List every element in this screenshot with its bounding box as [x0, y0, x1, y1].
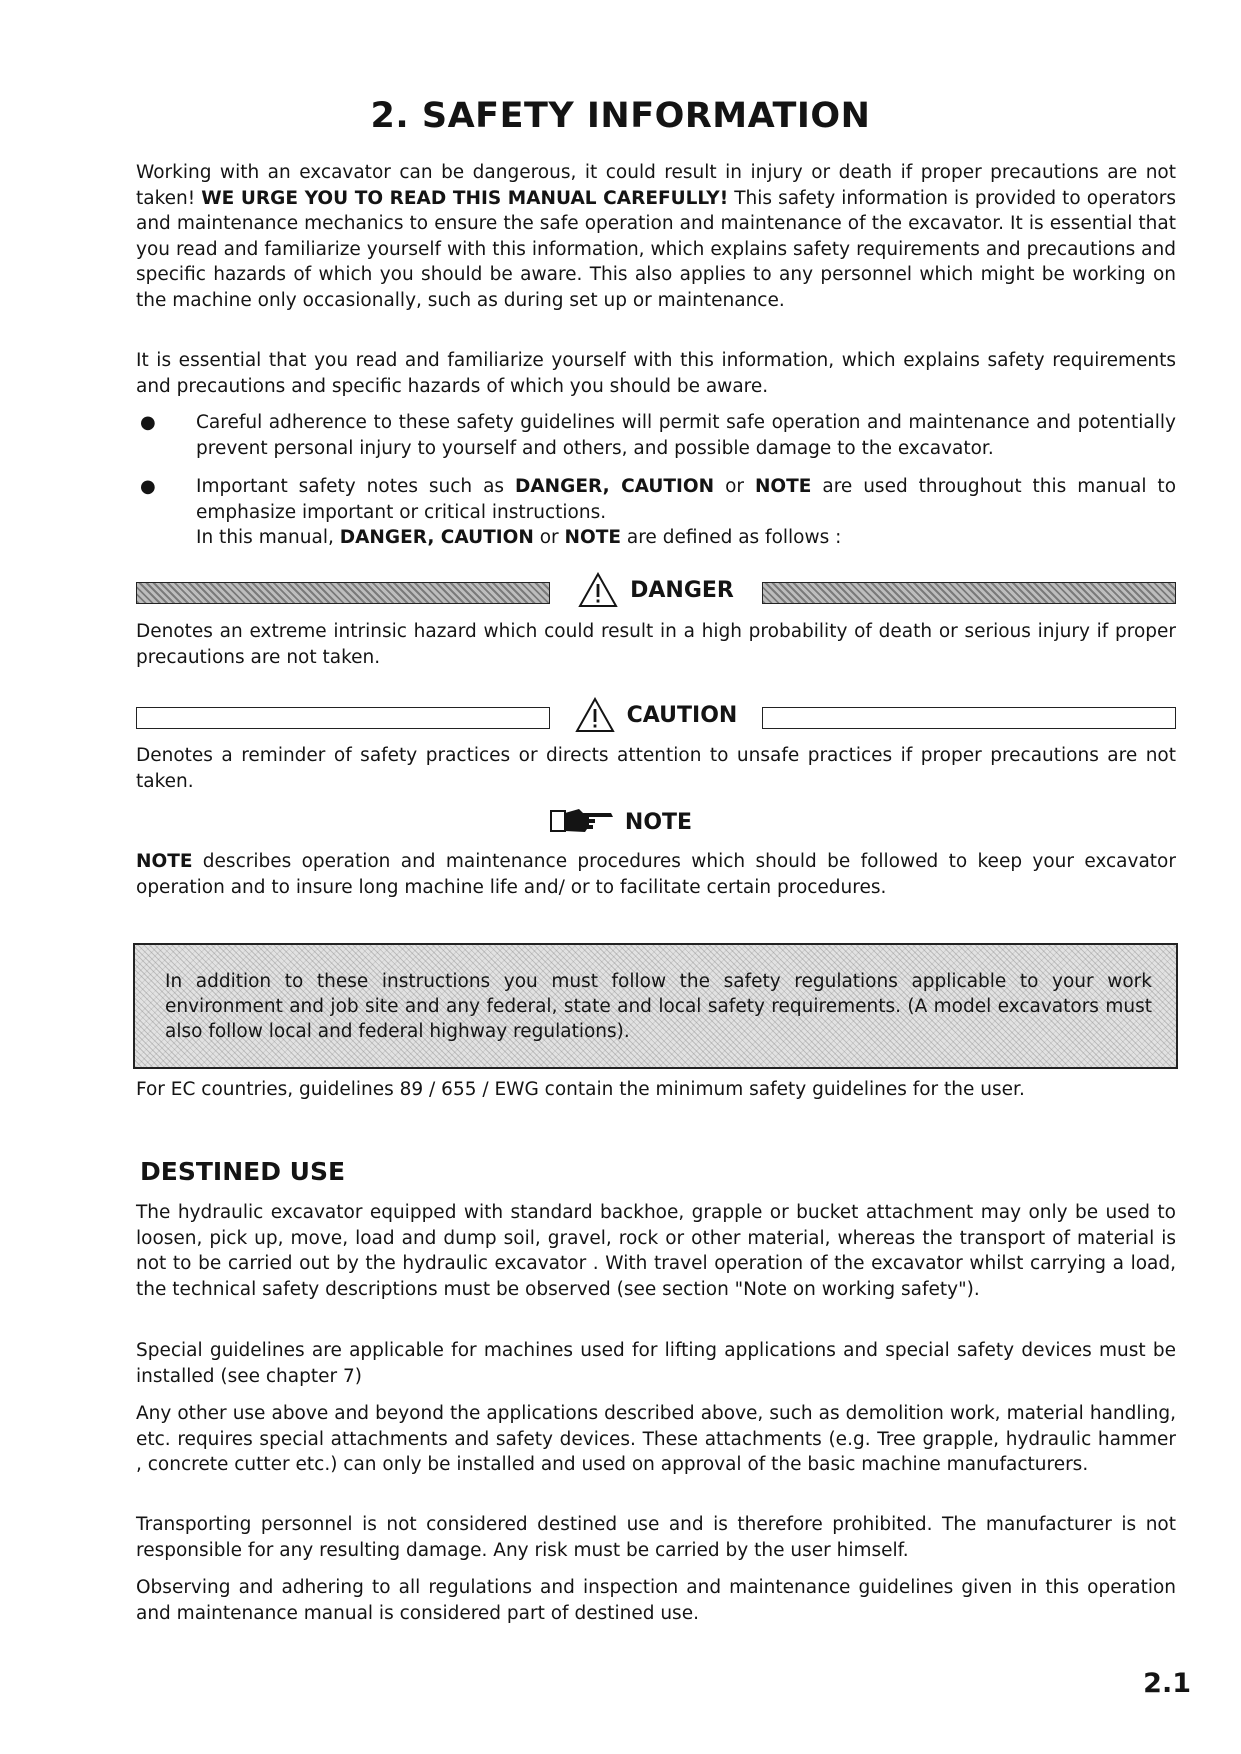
- danger-signal: [564, 572, 748, 608]
- bullet-text-part: are used throughout this manual to emphasize important or critical instructions.: [196, 476, 1177, 523]
- intro-emphasis: WE URGE YOU TO READ THIS MANUAL CAREFULLY!: [201, 187, 729, 209]
- intro-paragraph-2: It is essential that you read and familiarize yourself with this information, which explains safety requirements and precautions and specific hazards of which you should be aware.: [136, 350, 1176, 397]
- bullet-item: [136, 410, 1176, 461]
- bullet-text-part: Important safety notes such as: [196, 476, 515, 497]
- intro-paragraph: [136, 160, 1176, 313]
- destined-use-paragraph: Transporting personnel is not considered destined use and is therefore prohibited. The manufacturer is not responsible for any resulting damage. Any risk must be carried by the user himself.: [136, 1514, 1176, 1561]
- bullet-bold-part: DANGER, CAUTION: [515, 476, 715, 497]
- warning-triangle-icon: [578, 572, 618, 608]
- caution-bar-right: [762, 707, 1176, 729]
- page-title: 2. SAFETY INFORMATION: [370, 96, 871, 136]
- note-text: describes operation and maintenance procedures which should be followed to keep your excavator operation and to insure long machine life and/ or to facilitate certain procedures.: [136, 851, 1176, 898]
- regulations-notice-box: [133, 943, 1178, 1069]
- bullet-bold-part: NOTE: [564, 527, 622, 548]
- destined-use-paragraph: Special guidelines are applicable for machines used for lifting applications and special safety devices must be installed (see chapter 7): [136, 1340, 1176, 1387]
- danger-bar-right: [762, 582, 1176, 604]
- bullet-bold-part: NOTE: [754, 476, 812, 497]
- bullet-text: [196, 474, 1176, 551]
- bullet-bold-part: DANGER, CAUTION: [339, 527, 534, 548]
- note-lead: NOTE: [136, 851, 193, 872]
- caution-banner: [136, 697, 1176, 733]
- bullet-text: Careful adherence to these safety guidelines will permit safe operation and maintenance and potentially prevent personal injury to yourself and others, and possible damage to the excavator.: [196, 412, 1176, 459]
- bullet-text-part: or: [533, 527, 565, 548]
- intro-text-c: This safety information is provided to operators and maintenance mechanics to ensure the safe operation and maintenance of the excavator. It is essential that you read and familiarize yourself with this information, which explains safety requirements and precautions and specific hazards of which you should be aware. This also applies to any personnel which might be working on the machine only occasionally, such as during set up or maintenance.: [136, 187, 1176, 311]
- caution-bar-left: [136, 707, 550, 729]
- bullet-text-part: are defined as follows :: [621, 527, 842, 548]
- warning-triangle-icon: [575, 697, 615, 733]
- pointing-hand-icon: [549, 805, 615, 839]
- bullet-dot: ●: [140, 476, 156, 497]
- note-description: [136, 849, 1176, 900]
- bullet-text-part: or: [714, 476, 755, 497]
- bullet-dot: ●: [140, 412, 156, 433]
- note-signal: [0, 805, 1241, 839]
- caution-signal: [564, 697, 748, 733]
- bullet-text-part: In this manual,: [196, 527, 340, 548]
- regulations-notice-text: In addition to these instructions you must follow the safety regulations applicable to your work environment and job site and any federal, state and local safety requirements. (A model excavators must also follow local and federal highway regulations).: [165, 971, 1152, 1042]
- caution-description: Denotes a reminder of safety practices or directs attention to unsafe practices if proper precautions are not taken.: [136, 745, 1176, 792]
- destined-use-paragraph: Observing and adhering to all regulations and inspection and maintenance guidelines given in this operation and maintenance manual is considered part of destined use.: [136, 1577, 1176, 1624]
- destined-use-paragraph: The hydraulic excavator equipped with standard backhoe, grapple or bucket attachment may only be used to loosen, pick up, move, load and dump soil, gravel, rock or other material, whereas the transport of material is not to be carried out by the hydraulic excavator . With travel operation of the excavator whilst carrying a load, the technical safety descriptions must be observed (see section "Note on working safety").: [136, 1202, 1176, 1300]
- destined-use-paragraph: Any other use above and beyond the applications described above, such as demolition work, material handling, etc. requires special attachments and safety devices. These attachments (e.g. Tree grapple, hydraulic hammer , concrete cutter etc.) can only be installed and used on approval of the basic machine manufacturers.: [136, 1403, 1176, 1475]
- note-label: NOTE: [624, 809, 693, 835]
- danger-bar-left: [136, 582, 550, 604]
- danger-banner: [136, 572, 1176, 608]
- destined-use-heading: DESTINED USE: [140, 1157, 346, 1186]
- page-number: 2.1: [1143, 1668, 1191, 1699]
- caution-label: CAUTION: [626, 702, 738, 728]
- danger-description: Denotes an extreme intrinsic hazard which could result in a high probability of death or serious injury if proper precautions are not taken.: [136, 621, 1176, 668]
- ec-guideline-note: For EC countries, guidelines 89 / 655 / EWG contain the minimum safety guidelines for the user.: [136, 1079, 1025, 1100]
- intro-text-a: Working with an excavator can be dangerous, it could result in injury or death if proper precautions are not taken!: [136, 162, 1176, 209]
- bullet-item: [136, 474, 1176, 551]
- danger-label: DANGER: [630, 577, 734, 603]
